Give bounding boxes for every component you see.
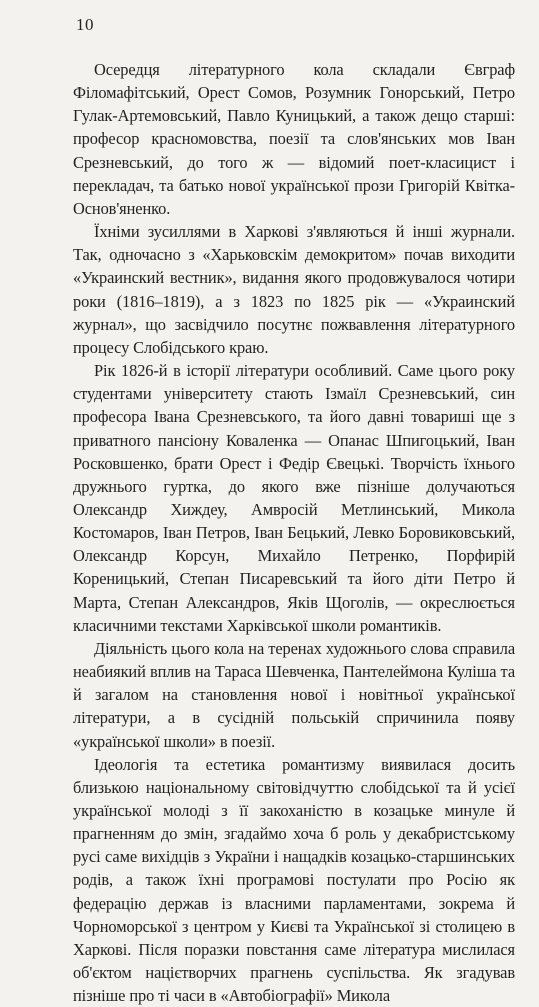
paragraph-4: Діяльність цього кола на теренах художнього слова справила неабиякий вплив на Тараса Шевченка, Пантелеймона Куліша та й загалом на становлення нової і новітньої української літератури, а в сусідній польській спричинила появу «української школи» в поезії. [73,638,515,751]
paragraph-2: Їхніми зусиллями в Харкові з'являються й інші журнали. Так, одночасно з «Харьковскім демокритом» почав виходити «Украинский вестник», видання якого продовжувалося чотири роки (1816–1819), а з 1823 по 1825 рік — «Украинский журнал», що засвідчило посутнє пожвавлення літературного процесу Слобідського краю. [73,222,515,357]
page-number: 10 [76,15,94,34]
paragraph-1: Осередця літературного кола складали Євграф Філомафітський, Орест Сомов, Розумник Гонорський, Петро Гулак-Артемовський, Павло Куницький, а також дещо старші: професор красномовства, поезії та слов'янських мов Іван Срезневський, до того ж — відомий поет-класицист і перекладач, та батько нової української прози Григорій Квітка-Основ'яненко. [73,60,515,218]
body-text [73,58,515,1007]
paragraph-3: Рік 1826-й в історії літератури особливий. Саме цього року студентами університету стають Ізмаїл Срезневський, син професора Івана Срезневського, та його давні товариші ще з приватного пансіону Коваленка — Опанас Шпигоцький, Іван Росковшенко, брати Орест і Федір Євецькі. Творчість їхнього дружнього гуртка, до якого вже пізніше долучаються Олександр Хиждеу, Амвросій Метлинський, Микола Костомаров, Іван Петров, Іван Бецький, Левко Боровиковський, Олександр Корсун, Михайло Петренко, Порфирій Кореницький, Степан Писаревський та його діти Петро й Марта, Степан Александров, Яків Щоголів, — окреслюється класичними текстами Харківської школи романтиків. [73,361,515,635]
paragraph-5: Ідеологія та естетика романтизму виявилася досить близькою національному світовідчуттю слобідської та й усієї української молоді з її закоханістю в козацьке минуле й прагненням до змін, згадаймо хоча б роль у декабристському русі саме вихідців з України і нащадків козацько-старшинських родів, а також їхні програмові постулати про Росію як федерацію держав із власними парламентами, зокрема й Чорноморської з центром у Києві та Української зі столицею в Харкові. Після поразки повстання саме література мислилася об'єктом націєтворчих прагнень суспільства. Як згадував пізніше про ті часи в «Автобіографії» Микола [73,754,515,1006]
